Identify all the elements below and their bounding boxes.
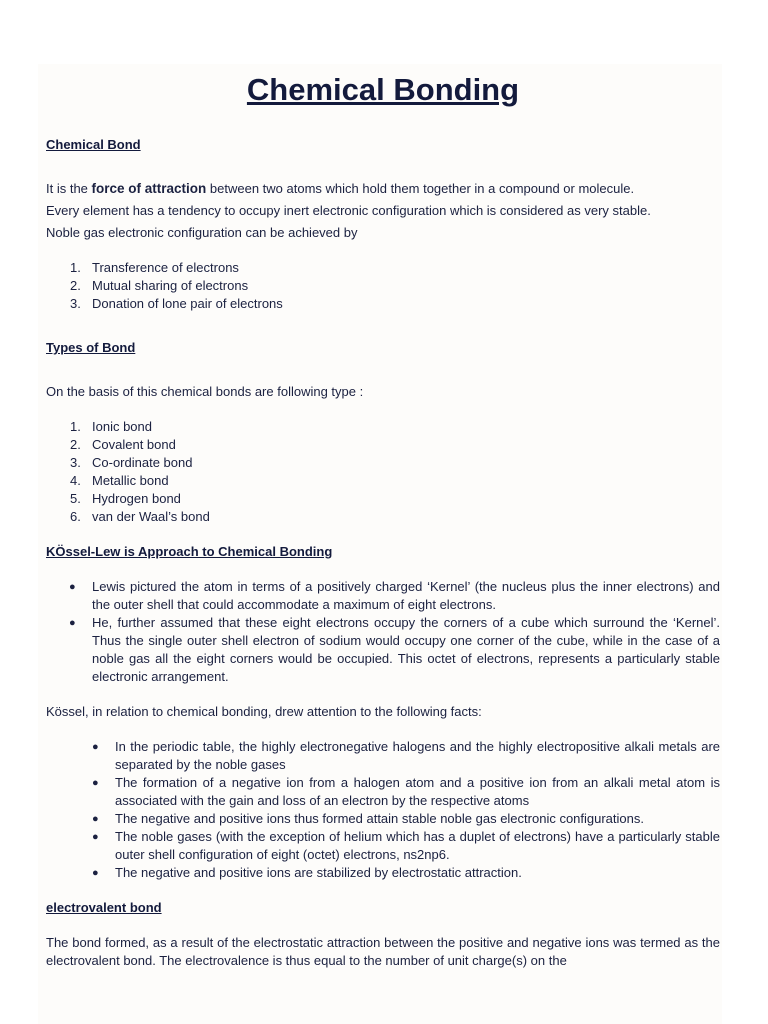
page-title: Chemical Bonding <box>246 72 520 107</box>
list-item <box>46 454 720 472</box>
list-item <box>46 810 720 828</box>
list-item-text: Co-ordinate bond <box>92 455 193 470</box>
list-item <box>46 490 720 508</box>
list-item-text: Lewis pictured the atom in terms of a positively charged ‘Kernel’ (the nucleus plus the inner electrons) and the outer shell that could accommodate a maximum of eight electrons. <box>92 579 720 612</box>
kossel-facts-list <box>46 738 720 882</box>
bullet-icon: ● <box>69 617 76 629</box>
list-item-text: Donation of lone pair of electrons <box>92 296 283 311</box>
heading-kossel-lewis: KÖssel-Lew is Approach to Chemical Bonding <box>46 544 333 559</box>
list-item-text: Hydrogen bond <box>92 491 181 506</box>
list-item <box>46 295 720 313</box>
document-content <box>46 64 720 970</box>
list-number: 2. <box>70 278 81 293</box>
bullet-icon: ● <box>92 831 99 843</box>
list-item <box>46 418 720 436</box>
list-item <box>46 277 720 295</box>
bullet-icon: ● <box>92 777 99 789</box>
list-number: 1. <box>70 260 81 275</box>
list-item <box>46 774 720 810</box>
list-item-text: He, further assumed that these eight electrons occupy the corners of a cube which surround the ‘Kernel’. Thus the single outer shell electron of sodium would occupy one corner of the cube, while in the case of a noble gas all the eight corners would be occupied. This octet of electrons, represents a particularly stable electronic arrangement. <box>92 615 720 684</box>
paragraph-electrovalent: The bond formed, as a result of the electrostatic attraction between the positive and negative ions was termed as the electrovalent bond. The electrovalence is thus equal to the number of unit charge(s) on the <box>46 935 720 968</box>
list-number: 4. <box>70 473 81 488</box>
list-item <box>46 864 720 882</box>
paragraph-definition <box>46 180 720 198</box>
paragraph-noble-gas: Noble gas electronic configuration can be achieved by <box>46 225 358 240</box>
list-item-text: Ionic bond <box>92 419 152 434</box>
lewis-bullet-list <box>46 578 720 686</box>
list-number: 1. <box>70 419 81 434</box>
list-item <box>46 259 720 277</box>
list-item <box>46 472 720 490</box>
list-item-text: The negative and positive ions thus formed attain stable noble gas electronic configurations. <box>115 811 644 826</box>
definition-bold-term: force of attraction <box>91 181 207 196</box>
definition-text-end: between two atoms which hold them together in a compound or molecule. <box>206 181 635 196</box>
paragraph-tendency: Every element has a tendency to occupy inert electronic configuration which is considered as very stable. <box>46 203 651 218</box>
bond-types-list <box>46 418 720 526</box>
bullet-icon: ● <box>92 867 99 879</box>
list-number: 3. <box>70 455 81 470</box>
list-item-text: The formation of a negative ion from a halogen atom and a positive ion from an alkali metal atom is associated with the gain and loss of an electron by the respective atoms <box>115 775 720 808</box>
list-item-text: The negative and positive ions are stabilized by electrostatic attraction. <box>115 865 522 880</box>
list-item-text: In the periodic table, the highly electronegative halogens and the highly electropositive alkali metals are separated by the noble gases <box>115 739 720 772</box>
list-item-text: Metallic bond <box>92 473 169 488</box>
heading-types-of-bond: Types of Bond <box>46 340 136 355</box>
list-number: 6. <box>70 509 81 524</box>
heading-chemical-bond: Chemical Bond <box>46 137 141 152</box>
bullet-icon: ● <box>92 741 99 753</box>
list-item <box>46 508 720 526</box>
list-item <box>46 436 720 454</box>
list-item-text: Transference of electrons <box>92 260 239 275</box>
paragraph-kossel-intro: Kössel, in relation to chemical bonding, drew attention to the following facts: <box>46 704 482 719</box>
list-number: 5. <box>70 491 81 506</box>
list-item <box>46 738 720 774</box>
achieve-list <box>46 259 720 313</box>
list-item-text: Covalent bond <box>92 437 176 452</box>
list-number: 2. <box>70 437 81 452</box>
list-item <box>46 578 720 614</box>
heading-electrovalent-bond: electrovalent bond <box>46 900 162 915</box>
list-item-text: Mutual sharing of electrons <box>92 278 249 293</box>
bullet-icon: ● <box>92 813 99 825</box>
paragraph-types-intro: On the basis of this chemical bonds are following type : <box>46 384 364 399</box>
list-item <box>46 614 720 686</box>
list-number: 3. <box>70 296 81 311</box>
list-item-text: The noble gases (with the exception of helium which has a duplet of electrons) have a particularly stable outer shell configuration of eight (octet) electrons, ns2np6. <box>115 829 720 862</box>
bullet-icon: ● <box>69 581 76 593</box>
definition-text-start: It is the <box>46 181 92 196</box>
list-item <box>46 828 720 864</box>
document-page <box>38 64 722 1024</box>
list-item-text: van der Waal’s bond <box>92 509 210 524</box>
